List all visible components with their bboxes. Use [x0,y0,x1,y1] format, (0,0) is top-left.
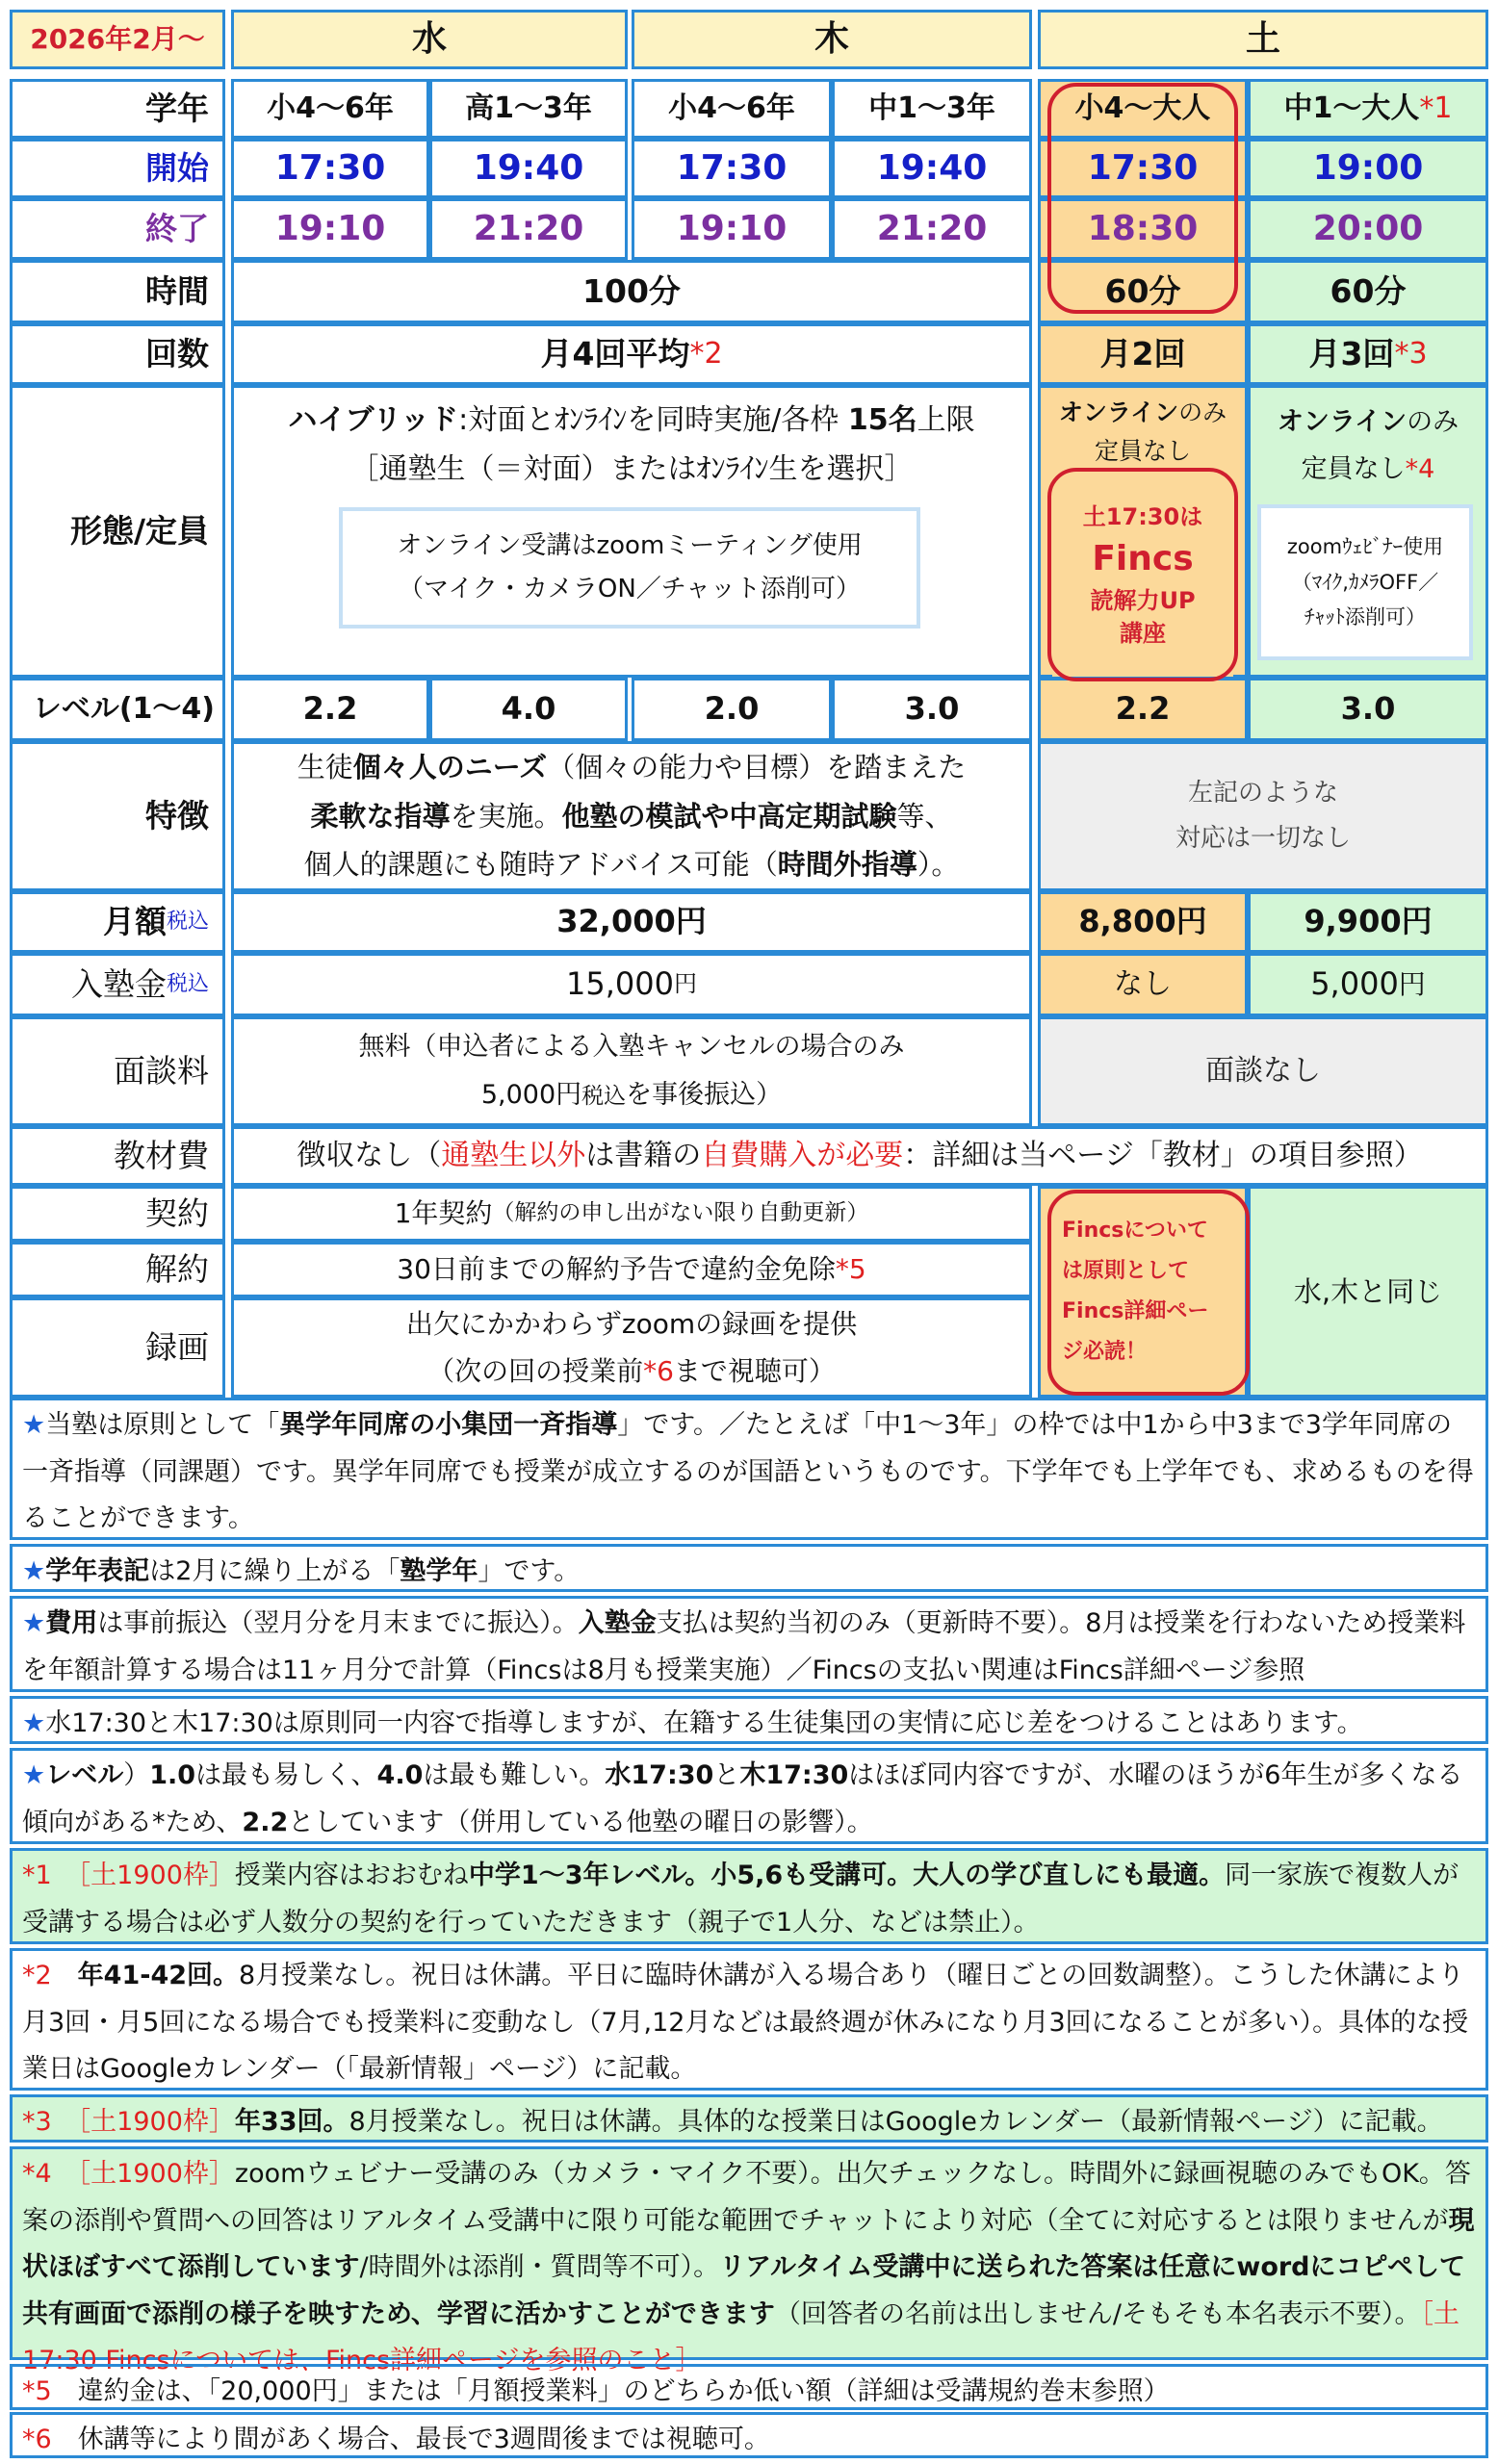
note-text: （回答者の名前は出しません/そもそも本名表示不要）。 [774,2298,1421,2329]
features-wed-thu [231,741,1032,891]
term-label: 2026年2月～ [30,23,205,56]
note-bold: 中学1～3年レベル。小5,6も受講可。大人の学び直しにも最適。 [468,1861,1226,1890]
footnote-1 [10,1848,1488,1944]
zoom-box-line2: （マイク・カメラON／チャット添削可） [398,575,862,603]
grade-text: 小4～6年 [668,90,795,125]
note-bold: 費用 [45,1608,98,1638]
day-thu: 木 [814,19,849,60]
label-start [10,139,225,198]
recording-line1: 出欠にかかわらずzoomの録画を提供 [405,1308,858,1340]
interview-fee: 5,000円 [480,1080,582,1110]
level-thu-2 [832,678,1032,741]
monthly-price: 32,000円 [556,903,707,940]
grade-text: 中1～3年 [868,90,995,125]
grade-sat-2 [1248,79,1488,139]
fincs-note-line1: Fincsについて [1062,1219,1208,1244]
tax-note: 税込 [166,909,209,934]
level-value: 3.0 [1340,690,1396,728]
tax-note: 税込 [581,1084,627,1109]
features-sat-line2: 対応は一切なし [1175,824,1351,853]
recording-line2: （次の回の授業前 [427,1355,644,1387]
note-text: としています（併用している他塾の曜日の影響）。 [288,1807,873,1837]
level-value: 3.0 [904,690,960,728]
start-time: 17:30 [1087,148,1199,189]
note-text: 8月授業なし。祝日は休講。平日に臨時休講が入る場合あり（曜日ごとの回数調整）。こうした休講により月3回・月5回になる場合でも授業料に変動なし（7月,12月などは最終週が休みになり月3回になることが多い）。具体的な授業日はGoogleカレンダー（「最新情報」ページ）に記載。 [22,1961,1469,2085]
contract-text: 1年契約 [394,1197,493,1230]
duration-text: 60分 [1104,272,1181,311]
note-text: はほぼ同内容ですが、水曜のほうが6年生が多くなる傾向がある*ため、 [22,1760,1463,1837]
materials-all [231,1126,1488,1186]
monthly-sat-1 [1038,891,1248,953]
frequency-text: 月2回 [1099,335,1186,373]
interview-sat [1038,1016,1488,1126]
note-bold: 木17:30 [739,1760,849,1790]
note-fees [10,1596,1488,1692]
online-only: のみ [1407,407,1459,437]
frequency-wed-thu [231,323,1032,385]
note-text: 支払は契約当初のみ（更新時不要）。8月は授業を行わないため授業料を年額計算する場合は11ヶ月分で計算（Fincsは8月も授業実施）／Fincsの支払い関連はFincs詳細ページ参照 [22,1608,1466,1685]
label-contract-text: 契約 [145,1194,209,1233]
end-thu-1 [632,198,832,260]
footnote-label: *6 [22,2425,52,2454]
interview-line1: 無料（申込者による入塾キャンセルの場合のみ [358,1032,905,1063]
start-thu-1 [632,139,832,198]
note-bold: 年33回。 [234,2107,349,2137]
fincs-line1: 土17:30は [1082,502,1203,530]
grade-text: 高1～3年 [465,90,592,125]
online-label: オンライン [1058,398,1179,426]
note-red: ［土17:30 Fincsについては、Fincs詳細ページを参照のこと］ [22,2298,1460,2376]
level-sat-1 [1038,678,1248,741]
note-text: 授業内容はおおむね [234,1861,469,1890]
grade-thu-2 [832,79,1032,139]
note-text: zoomウェビナー受講のみ（カメラ・マイク不要）。出欠チェックなし。時間外に録画視聴のみでもOK。答案の添削や質問への回答はリアルタイム受講中に限り可能な範囲でチャットにより対応（全てに対応するとは限りませんが [22,2159,1471,2236]
footnote-mark: *1 [1419,90,1453,125]
fincs-note-line3: Fincs詳細ペー [1062,1299,1209,1323]
features-bold: 柔軟な指導 [310,799,451,833]
level-thu-1 [632,678,832,741]
tax-note: 税込 [166,971,209,996]
features-text: 生徒 [297,750,353,783]
frequency-sat-1 [1038,323,1248,385]
interview-line2-rest: を事後振込） [626,1080,783,1110]
webinar-box [1257,504,1473,660]
start-thu-2 [832,139,1032,198]
note-text: 当塾は原則として「 [45,1410,280,1440]
footnote-mark: *2 [689,336,723,371]
capacity-suffix: 上限 [917,403,975,437]
star-icon: ★ [22,1708,46,1738]
level-wed-2 [429,678,628,741]
footnote-label: *2 [22,1961,52,1990]
format-select-note: ［通塾生（＝対面）またはｵﾝﾗｲﾝ生を選択］ [349,452,914,486]
label-interview [10,1016,225,1126]
enroll-wed-thu [231,953,1032,1016]
duration-sat-2 [1248,260,1488,323]
interview-wed-thu [231,1016,1032,1126]
note-bold: 入塾金 [578,1608,657,1638]
webinar-line2: （ﾏｲｸ,ｶﾒﾗOFF／ [1291,570,1439,594]
frequency-text: 月3回 [1308,335,1395,373]
label-enroll-text: 入塾金 [70,965,167,1004]
enroll-fee: 5,000 [1310,965,1399,1003]
end-time: 19:10 [274,209,386,249]
label-cancel [10,1242,225,1297]
level-value: 2.0 [704,690,760,728]
note-bold: 塾学年 [400,1556,478,1586]
note-text: 」です。 [478,1556,581,1586]
term-header [10,10,225,69]
sat-same-text: 水,木と同じ [1293,1274,1443,1308]
hybrid-desc: :対面とｵﾝﾗｲﾝを同時実施/各枠 [458,403,848,437]
label-end [10,198,225,260]
label-duration-text: 時間 [145,272,209,311]
label-monthly-text: 月額 [102,903,167,941]
level-value: 4.0 [501,690,556,728]
note-text: /時間外は添削・質問等不可）。 [359,2252,720,2283]
duration-wed-thu [231,260,1032,323]
note-mixed-grade [10,1398,1488,1540]
contract-wed-thu [231,1186,1032,1242]
day-wed: 水 [411,19,447,60]
materials-red: 通塾生以外 [441,1138,586,1172]
footnote-mark: *4 [1405,453,1435,484]
features-text: 等、 [896,799,953,833]
label-features [10,741,225,891]
end-wed-2 [429,198,628,260]
end-time: 21:20 [473,209,584,249]
enroll-fee: 15,000 [566,965,674,1003]
label-recording [10,1297,225,1398]
hybrid-label: ハイブリッド [288,403,459,437]
interview-none: 面談なし [1205,1053,1321,1088]
day-header-thu [632,10,1032,69]
features-text: 個人的課題にも随時アドバイス可能（ [303,848,778,882]
label-enroll [10,953,225,1016]
note-grade-notation [10,1544,1488,1592]
end-thu-2 [832,198,1032,260]
note-bold: 2.2 [242,1807,289,1837]
start-time: 17:30 [676,148,788,189]
start-time: 19:40 [876,148,988,189]
recording-wed-thu [231,1297,1032,1398]
footnote-label: *5 [22,2376,52,2406]
end-wed-1 [231,198,429,260]
label-materials [10,1126,225,1186]
label-cancel-text: 解約 [145,1250,209,1289]
level-wed-1 [231,678,429,741]
features-sat [1038,741,1488,891]
level-value: 2.2 [1115,690,1171,728]
grade-text: 小4～6年 [267,90,394,125]
features-bold: 時間外指導 [777,848,917,882]
cancel-wed-thu [231,1242,1032,1297]
star-icon: ★ [22,1760,46,1790]
capacity-none: 定員なし [1094,437,1191,465]
duration-text: 100分 [582,272,681,311]
online-zoom-box [339,507,920,629]
footnote-mark: *6 [643,1355,674,1387]
footnote-label: *3 ［土1900枠］ [22,2107,235,2137]
start-time: 19:00 [1312,148,1424,189]
enroll-fee: なし [1114,966,1172,1001]
note-text: は事前振込（翌月分を月末までに振込）。 [97,1608,579,1638]
note-text: 違約金は、「20,000円」または「月額授業料」のどちらか低い額（詳細は受講規約巻末参照） [51,2376,1170,2406]
label-contract [10,1186,225,1242]
enroll-unit: 円 [673,970,697,998]
webinar-line3: ﾁｬｯﾄ添削可） [1304,605,1426,629]
monthly-price: 8,800円 [1078,903,1207,940]
monthly-price: 9,900円 [1304,903,1433,940]
monthly-sat-2 [1248,891,1488,953]
materials-text: は書籍の [585,1138,702,1172]
capacity-none: 定員なし [1301,453,1406,484]
online-only: のみ [1178,398,1227,426]
monthly-wed-thu [231,891,1032,953]
webinar-line1: zoomｳｪﾋﾞﾅｰ使用 [1286,534,1444,558]
label-format-text: 形態/定員 [69,512,209,551]
enroll-sat-2 [1248,953,1488,1016]
sat-same-cell [1248,1186,1488,1398]
star-icon: ★ [22,1410,46,1440]
fincs-note-line2: は原則として [1062,1259,1190,1284]
materials-text: 徴収なし（ [297,1138,442,1172]
capacity-number: 15名 [847,403,917,437]
label-frequency [10,323,225,385]
footnote-2 [10,1948,1488,2091]
day-header-sat [1038,10,1488,69]
grade-text: 中1～大人 [1283,90,1420,125]
note-bold: レベル [45,1760,124,1790]
label-recording-text: 録画 [145,1328,209,1367]
end-time: 21:20 [876,209,988,249]
grade-wed-1 [231,79,429,139]
features-text: （個々の能力や目標）を踏まえた [547,750,967,783]
features-bold: 他塾の模試や中高定期試験 [561,799,897,833]
end-time: 18:30 [1087,209,1199,249]
label-interview-text: 面談料 [114,1052,209,1091]
note-bold: リアルタイム受講中に送られた答案は任意にwordにコピペして共有画面で添削の様子を映すため、学習に活かすことができます [22,2252,1465,2329]
note-text: は最も易しく、 [195,1760,377,1790]
materials-text: ：詳細は当ページ「教材」の項目参照） [903,1138,1423,1172]
day-header-wed [231,10,628,69]
zoom-box-line1: オンライン受講はzoomミーティング使用 [397,530,863,560]
note-text: 休講等により間があく場合、最長で3週間後までは視聴可。 [51,2425,770,2454]
footnote-label: *1 ［土1900枠］ [22,1861,235,1890]
start-wed-2 [429,139,628,198]
cancel-text: 30日前までの解約予告で違約金免除 [397,1253,836,1286]
note-text: 同一家族で複数人が受講する場合は必ず人数分の契約を行っていただきます（親子で1人分、などは禁止）。 [22,1861,1459,1938]
level-sat-2 [1248,678,1488,741]
note-bold: 1.0 [149,1760,196,1790]
note-bold: 水17:30 [605,1760,714,1790]
grade-thu-1 [632,79,832,139]
features-text: ）。 [917,848,960,882]
highlight-oval-note [1047,1190,1250,1396]
label-level-text: レベル(1～4) [32,691,215,726]
label-end-text: 終了 [145,210,209,248]
footnote-3 [10,2094,1488,2143]
online-label: オンライン [1277,407,1408,437]
note-text: 」です。／たとえば「中1～3年」の枠では中1から中3まで3学年同席の一斉指導（同課題）です。異学年同席でも授業が成立するのが国語というものです。下学年でも上学年でも、求めるものを得ることができます。 [22,1410,1474,1534]
note-bold: 異学年同席の小集団一斉指導 [279,1410,618,1440]
note-level [10,1748,1488,1844]
start-time: 19:40 [473,148,584,189]
note-text: 水17:30と木17:30は原則同一内容で指導しますが、在籍する生徒集団の実情に応じ差をつけることはあります。 [45,1708,1363,1738]
label-materials-text: 教材費 [114,1137,209,1175]
recording-line2-rest: まで視聴可） [673,1355,836,1387]
label-level [10,678,225,741]
day-sat: 土 [1245,19,1280,60]
start-wed-1 [231,139,429,198]
note-text: 8月授業なし。祝日は休講。具体的な授業日はGoogleカレンダー（最新情報ページ）に記載。 [349,2107,1443,2137]
note-bold: 年41-42回。 [51,1961,240,1990]
footnote-5 [10,2364,1488,2410]
fincs-line2: Fincs [1092,538,1194,578]
label-duration [10,260,225,323]
features-bold: 個々人のニーズ [352,750,548,783]
label-features-text: 特徴 [145,797,209,835]
end-time: 20:00 [1312,209,1424,249]
footnote-mark: *5 [835,1253,866,1286]
fincs-line4: 講座 [1120,620,1166,648]
footnote-6 [10,2412,1488,2458]
note-same-content [10,1696,1488,1744]
start-time: 17:30 [274,148,386,189]
frequency-sat-2 [1248,323,1488,385]
contract-sub: （解約の申し出がない限り自動更新） [492,1200,869,1226]
level-value: 2.2 [302,690,358,728]
highlight-oval-fincs [1047,468,1238,681]
footnote-label: *4 ［土1900枠］ [22,2159,235,2189]
frequency-text: 月4回平均 [540,335,690,373]
label-frequency-text: 回数 [145,335,209,373]
note-bold: 学年表記 [45,1556,150,1586]
label-grade [10,79,225,139]
label-grade-text: 学年 [145,90,209,128]
fincs-line3: 読解力UP [1090,586,1196,614]
star-icon: ★ [22,1556,46,1586]
note-text: ） [123,1760,150,1790]
features-text: を実施。 [450,799,562,833]
label-start-text: 開始 [145,149,209,188]
note-bold: 4.0 [376,1760,424,1790]
end-time: 19:10 [676,209,788,249]
enroll-unit: 円 [1398,968,1426,1001]
note-text: は2月に繰り上がる「 [149,1556,400,1586]
features-sat-line1: 左記のような [1187,779,1338,808]
materials-red: 自費購入が必要 [701,1138,904,1172]
duration-text: 60分 [1330,272,1407,311]
grade-wed-2 [429,79,628,139]
enroll-sat-1 [1038,953,1248,1016]
footnote-mark: *3 [1394,336,1428,371]
note-text: と [713,1760,740,1790]
label-monthly [10,891,225,953]
end-sat-2 [1248,198,1488,260]
highlight-oval-time [1047,83,1238,314]
note-bold: 現状ほぼすべて添削しています [22,2205,1475,2283]
footnote-4 [10,2146,1488,2376]
start-sat-2 [1248,139,1488,198]
grade-text: 小4～大人 [1074,90,1211,125]
note-text: は最も難しい。 [423,1760,606,1790]
star-icon: ★ [22,1608,46,1638]
label-format [10,385,225,678]
fincs-note-line4: ジ必読！ [1062,1339,1148,1364]
